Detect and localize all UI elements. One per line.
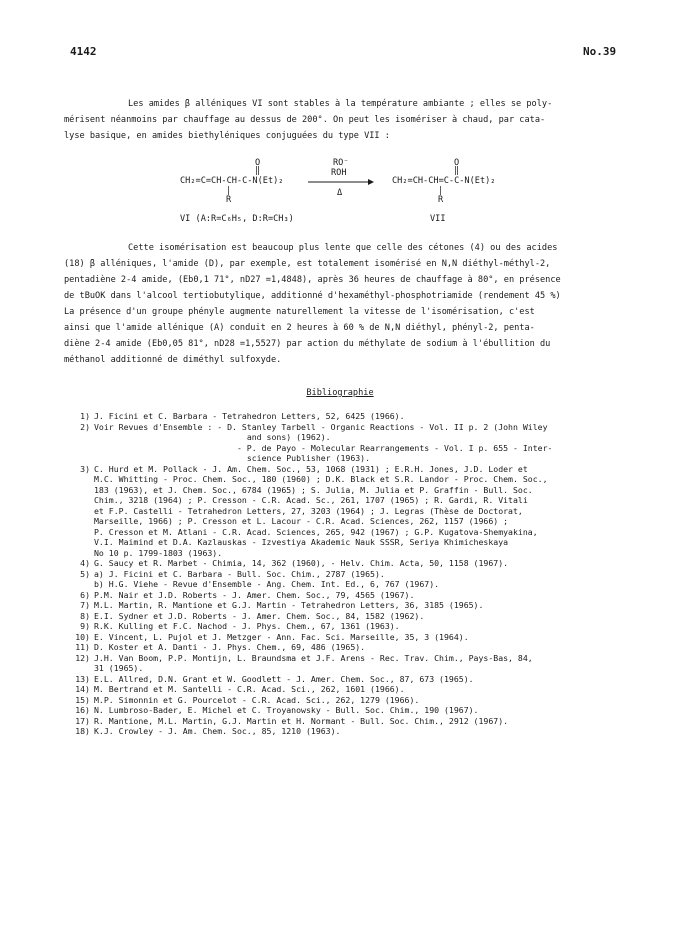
reference-item [70,642,630,653]
bibliography-heading [0,388,680,398]
reference-line: M.L. Martin, R. Mantione et G.J. Martin - Tetrahedron Letters, 36, 3185 (1965). [94,600,484,610]
reference-number: 2) [80,421,90,432]
reference-text [94,653,630,674]
reference-line: P.M. Nair et J.D. Roberts - J. Amer. Chem. Soc., 79, 4565 (1967). [94,589,415,600]
reference-line: P. Cresson et M. Atlani - C.R. Acad. Sciences, 265, 942 (1967) ; G.P. Kugatova-Shemyakina, [94,526,538,537]
reagent-heat: Δ [337,188,343,198]
reference-item [70,684,630,695]
reference-line: 183 (1963), et J. Chem. Soc., 6784 (1965) ; S. Julia, M. Julia et P. Graffin - Bull. Soc. [94,484,533,495]
reference-item [70,716,630,727]
reference-number: 13) [75,673,90,684]
reference-number: 7) [80,600,90,610]
paragraph-line: Les amides β alléniques VI sont stables à la température ambiante ; elles se poly- [128,99,553,109]
reference-line: N. Lumbroso-Bader, E. Michel et C. Troyanowsky - Bull. Soc. Chim., 190 (1967). [94,705,479,715]
reference-line: E.I. Sydner et J.D. Roberts - J. Amer. Chem. Soc., 84, 1582 (1962). [94,610,425,621]
reference-item [70,695,630,706]
reference-number: 14) [75,684,90,694]
reference-number: 1) [80,411,90,421]
reference-line: 31 (1965). [94,663,144,673]
reference-line: V.I. Maimind et D.A. Kazlauskas - Izvestiya Akademic Nauk SSSR, Seriya Khimicheskaya [94,537,509,547]
right-formula: CH₂=CH-CH=C-C-N(Et)₂ [392,176,496,186]
right-compound-label: VII [430,214,446,224]
reference-text [94,726,630,737]
paragraph-line: de tBuOK dans l'alcool tertiobutylique, additionné d'hexaméthyl-phosphotriamide (rendement 45 %) [64,291,561,301]
reference-text [94,590,630,601]
reference-line: a) J. Ficini et C. Barbara - Bull. Soc. Chim., 2787 (1965). [94,568,385,579]
reference-line: No 10 p. 1799-1803 (1963). [94,547,223,558]
bibliography-title: Bibliographie [306,388,374,398]
reference-item [70,411,630,422]
reference-item [70,558,630,569]
reference-item [70,705,630,716]
reference-item [70,422,630,464]
reference-number: 11) [75,642,90,652]
reference-item [70,569,630,590]
reference-item [70,653,630,674]
reference-text [94,674,630,685]
paragraph-line: (18) β alléniques, l'amide (D), par exemple, est totalement isomérisé en N,N diéthyl-méthyl-2, [64,259,551,269]
issue-number: No.39 [583,45,617,58]
reference-item [70,590,630,601]
paragraph-1 [64,96,624,144]
reference-text [94,632,630,643]
paragraph-line: mérisent néanmoins par chauffage au dessus de 200°. On peut les isomériser à chaud, par cata- [64,115,546,125]
reference-line: R. Mantione, M.L. Martin, G.J. Martin et H. Normant - Bull. Soc. Chim., 2912 (1967). [94,715,509,726]
reference-text [94,422,630,464]
paragraph-line: lyse basique, en amides biethyléniques conjuguées du type VII : [64,131,390,141]
left-compound-label: VI (A:R=C₆H₅, D:R=CH₃) [180,214,294,224]
reference-line: Marseille, 1966) ; P. Cresson et L. Lacour - C.R. Acad. Sciences, 262, 1157 (1966) ; [94,516,509,526]
paragraph-line: diène 2-4 amide (Eb0,05 81°, nD28 =1,5527) par action du méthylate de sodium à l'ébullition du [64,339,551,349]
reference-number: 12) [75,652,90,663]
reagent-top: RO⁻ [333,158,349,168]
reference-line: R.K. Kulling et F.C. Nachod - J. Phys. Chem., 67, 1361 (1963). [94,621,400,631]
reference-text [94,611,630,622]
reference-line: D. Koster et A. Danti - J. Phys. Chem., 69, 486 (1965). [94,642,366,652]
reference-item [70,464,630,559]
paragraph-2 [64,240,624,368]
paragraph-line: Cette isomérisation est beaucoup plus lente que celle des cétones (4) ou des acides [128,243,558,253]
reference-line: et F.P. Castelli - Tetrahedron Letters, 27, 3203 (1964) ; J. Legras (Thèse de Doctorat, [94,505,523,516]
right-branch: | [438,186,444,196]
reference-number: 9) [80,621,90,631]
reference-number: 4) [80,558,90,568]
reference-text [94,621,630,632]
right-r-group: R [438,195,444,205]
left-branch: | [226,186,232,196]
reference-line: C. Hurd et M. Pollack - J. Am. Chem. Soc., 53, 1068 (1931) ; E.R.H. Jones, J.D. Loder et [94,463,528,474]
reference-item [70,621,630,632]
reference-number: 5) [80,568,90,579]
reference-text [94,705,630,716]
paragraph-line: La présence d'un groupe phényle augmente naturellement la vitesse de l'isomérisation, c'est [64,307,535,317]
left-carbonyl-o: O [255,158,261,168]
left-double-bond: ‖ [255,166,261,176]
right-carbonyl-o: O [454,158,460,168]
reference-line: science Publisher (1963). [94,453,371,463]
reference-line: M.C. Whitting - Proc. Chem. Soc., 180 (1960) ; D.K. Black et S.R. Landor - Proc. Chem. Soc., [94,474,548,484]
reference-item [70,632,630,643]
reference-list [70,411,630,737]
reference-line: M.P. Simonnin et G. Pourcelot - C.R. Acad. Sci., 262, 1279 (1966). [94,694,420,705]
page-number: 4142 [70,45,97,58]
reference-line: and sons) (1962). [94,432,331,442]
reference-text [94,642,630,653]
reference-line: Voir Revues d'Ensemble : - D. Stanley Tarbell - Organic Reactions - Vol. II p. 2 (John Wiley [94,421,548,432]
reference-number: 3) [80,463,90,474]
reference-line: E. Vincent, L. Pujol et J. Metzger - Ann. Fac. Sci. Marseille, 35, 3 (1964). [94,631,469,642]
reference-number: 15) [75,694,90,705]
reference-line: J. Ficini et C. Barbara - Tetrahedron Letters, 52, 6425 (1966). [94,411,405,421]
paragraph-line: ainsi que l'amide allénique (A) conduit en 2 heures à 60 % de N,N diéthyl, phényl-2, penta- [64,323,535,333]
reference-text [94,716,630,727]
reference-text [94,695,630,706]
reagent-mid: ROH [331,168,347,178]
reference-line: K.J. Crowley - J. Am. Chem. Soc., 85, 1210 (1963). [94,726,341,736]
paragraph-line: pentadiène 2-4 amide, (Eb0,1 71°, nD27 =1,4848), après 36 heures de chauffage à 80°, en présence [64,275,561,285]
reference-number: 18) [75,726,90,736]
reference-number: 16) [75,705,90,715]
reference-text [94,600,630,611]
reference-text [94,684,630,695]
paragraph-line: méthanol additionné de diméthyl sulfoxyde. [64,355,282,365]
reference-line: J.H. Van Boom, P.P. Montijn, L. Braundsma et J.F. Arens - Rec. Trav. Chim., Pays-Bas, 84, [94,652,533,663]
reference-item [70,726,630,737]
reference-line: E.L. Allred, D.N. Grant et W. Goodlett - J. Amer. Chem. Soc., 87, 673 (1965). [94,673,474,684]
left-formula: CH₂=C=CH-CH-C-N(Et)₂ [180,176,284,186]
reference-line: G. Saucy et R. Marbet - Chimia, 14, 362 (1960), - Helv. Chim. Acta, 50, 1158 (1967). [94,558,509,568]
reaction-arrow [308,178,374,186]
right-double-bond: ‖ [454,166,460,176]
reference-text [94,411,630,422]
reference-number: 8) [80,610,90,621]
reference-number: 17) [75,715,90,726]
left-r-group: R [226,195,232,205]
reference-text [94,464,630,559]
reference-item [70,674,630,685]
reference-item [70,600,630,611]
reference-line: M. Bertrand et M. Santelli - C.R. Acad. Sci., 262, 1601 (1966). [94,684,405,694]
reference-text [94,558,630,569]
reference-item [70,611,630,622]
reference-line: - P. de Payo - Molecular Rearrangements - Vol. I p. 655 - Inter- [94,442,553,453]
reaction-scheme [180,158,560,230]
reference-line: Chim., 3218 (1964) ; P. Cresson - C.R. Acad. Sc., 261, 1707 (1965) ; R. Gardi, R. Vitali [94,495,528,505]
reference-line: b) H.G. Viehe - Revue d'Ensemble - Ang. Chem. Int. Ed., 6, 767 (1967). [94,579,440,589]
reference-number: 6) [80,589,90,600]
reference-number: 10) [75,631,90,642]
reference-text [94,569,630,590]
